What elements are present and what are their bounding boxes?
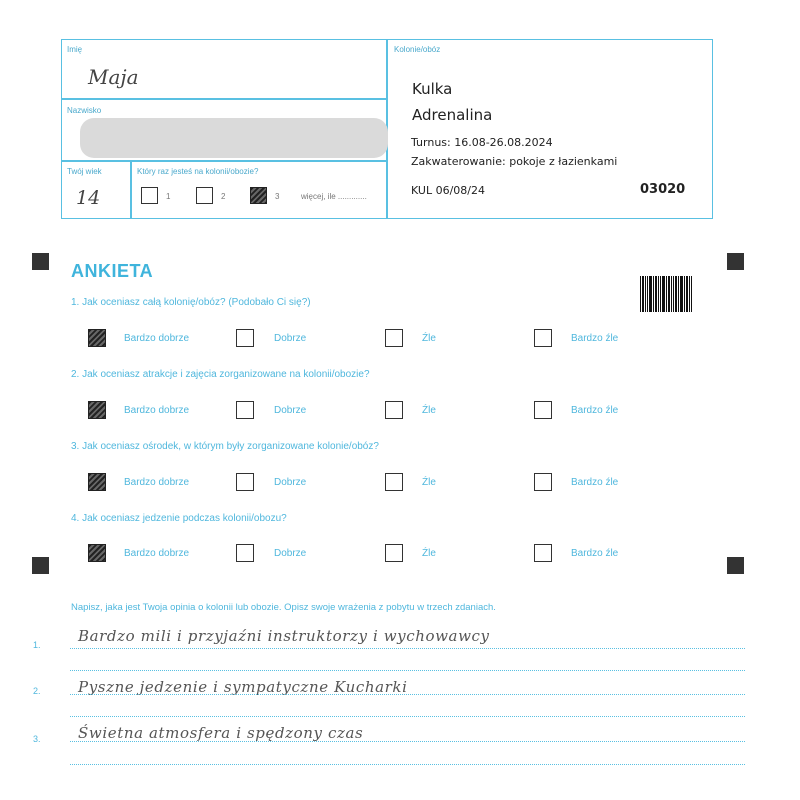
q3-checkbox-bardzo-zle[interactable]	[534, 473, 552, 491]
q3-label-bardzo-dobrze: Bardzo dobrze	[124, 477, 190, 488]
survey-title: ANKIETA	[71, 261, 154, 281]
q4-checkbox-dobrze[interactable]	[236, 544, 254, 562]
q2-label-bardzo-zle: Bardzo źle	[571, 405, 619, 416]
wiek-value[interactable]: 14	[76, 187, 101, 209]
opinion-line-num-3: 3.	[33, 734, 41, 744]
q3-checkbox-zle[interactable]	[385, 473, 403, 491]
code-right: 03020	[640, 182, 686, 197]
opinion-dotline-1b	[70, 670, 745, 671]
header-divider-age	[130, 160, 132, 219]
q2-checkbox-dobrze[interactable]	[236, 401, 254, 419]
q4-label-zle: Źle	[422, 548, 436, 559]
q1-label-bardzo-dobrze: Bardzo dobrze	[124, 333, 190, 344]
registration-mark-bl	[32, 557, 49, 574]
opinion-line-2[interactable]: Pyszne jedzenie i sympatyczne Kucharki	[78, 678, 408, 696]
opinion-dotline-1a	[70, 648, 745, 649]
opinion-line-num-1: 1.	[33, 640, 41, 650]
header-divider-2	[61, 160, 387, 162]
imie-value[interactable]: Maja	[88, 65, 139, 89]
registration-mark-tl	[32, 253, 49, 270]
opinion-line-1[interactable]: Bardzo mili i przyjaźni instruktorzy i wychowawcy	[78, 627, 490, 645]
q1-label-bardzo-zle: Bardzo źle	[571, 333, 619, 344]
code-left: KUL 06/08/24	[411, 184, 485, 197]
q2-checkbox-bardzo-dobrze[interactable]	[88, 401, 106, 419]
q2-checkbox-zle[interactable]	[385, 401, 403, 419]
wiecej-label: więcej, ile .............	[301, 192, 367, 201]
q3-checkbox-dobrze[interactable]	[236, 473, 254, 491]
kolonie-label: Kolonie/obóz	[394, 45, 441, 54]
q1-label-dobrze: Dobrze	[274, 333, 307, 344]
imie-label: Imię	[67, 45, 83, 54]
question-1: 1. Jak oceniasz całą kolonię/obóz? (Podobało Ci się?)	[71, 297, 311, 308]
ktory-raz-opt-3: 3	[275, 192, 280, 201]
registration-mark-br	[727, 557, 744, 574]
q3-label-bardzo-zle: Bardzo źle	[571, 477, 619, 488]
ktory-raz-opt-1: 1	[166, 192, 171, 201]
q1-checkbox-dobrze[interactable]	[236, 329, 254, 347]
q3-checkbox-bardzo-dobrze[interactable]	[88, 473, 106, 491]
opinion-prompt: Napisz, jaka jest Twoja opinia o kolonii lub obozie. Opisz swoje wrażenia z pobytu w trzech zdaniach.	[71, 602, 496, 613]
q4-label-dobrze: Dobrze	[274, 548, 307, 559]
question-3: 3. Jak oceniasz ośrodek, w którym były zorganizowane kolonie/obóz?	[71, 441, 379, 452]
nazwisko-label: Nazwisko	[67, 106, 102, 115]
ktory-raz-checkbox-3[interactable]	[250, 187, 267, 204]
q4-checkbox-bardzo-zle[interactable]	[534, 544, 552, 562]
kolonie-name-2: Adrenalina	[412, 106, 493, 124]
q4-label-bardzo-zle: Bardzo źle	[571, 548, 619, 559]
q1-checkbox-bardzo-dobrze[interactable]	[88, 329, 106, 347]
kolonie-name-1: Kulka	[412, 80, 453, 98]
q4-label-bardzo-dobrze: Bardzo dobrze	[124, 548, 190, 559]
opinion-dotline-3b	[70, 764, 745, 765]
opinion-dotline-2b	[70, 716, 745, 717]
turnus: Turnus: 16.08-26.08.2024	[411, 136, 553, 149]
q2-label-dobrze: Dobrze	[274, 405, 307, 416]
ktory-raz-label: Który raz jesteś na kolonii/obozie?	[137, 167, 259, 176]
q2-label-zle: Źle	[422, 405, 436, 416]
ktory-raz-opt-2: 2	[221, 192, 226, 201]
q4-checkbox-zle[interactable]	[385, 544, 403, 562]
opinion-dotline-2a	[70, 694, 745, 695]
q2-label-bardzo-dobrze: Bardzo dobrze	[124, 405, 190, 416]
question-2: 2. Jak oceniasz atrakcje i zajęcia zorganizowane na kolonii/obozie?	[71, 369, 370, 380]
q4-checkbox-bardzo-dobrze[interactable]	[88, 544, 106, 562]
q1-label-zle: Źle	[422, 333, 436, 344]
wiek-label: Twój wiek	[67, 167, 102, 176]
barcode	[640, 276, 692, 312]
q3-label-dobrze: Dobrze	[274, 477, 307, 488]
q1-checkbox-bardzo-zle[interactable]	[534, 329, 552, 347]
opinion-line-num-2: 2.	[33, 686, 41, 696]
nazwisko-redacted	[80, 118, 388, 158]
zakwaterowanie: Zakwaterowanie: pokoje z łazienkami	[411, 155, 618, 168]
opinion-line-3[interactable]: Świetna atmosfera i spędzony czas	[78, 724, 364, 742]
registration-mark-tr	[727, 253, 744, 270]
question-4: 4. Jak oceniasz jedzenie podczas kolonii/obozu?	[71, 513, 287, 524]
opinion-dotline-3a	[70, 741, 745, 742]
q3-label-zle: Źle	[422, 477, 436, 488]
ktory-raz-checkbox-2[interactable]	[196, 187, 213, 204]
header-divider-1	[61, 98, 387, 100]
q1-checkbox-zle[interactable]	[385, 329, 403, 347]
ktory-raz-checkbox-1[interactable]	[141, 187, 158, 204]
q2-checkbox-bardzo-zle[interactable]	[534, 401, 552, 419]
